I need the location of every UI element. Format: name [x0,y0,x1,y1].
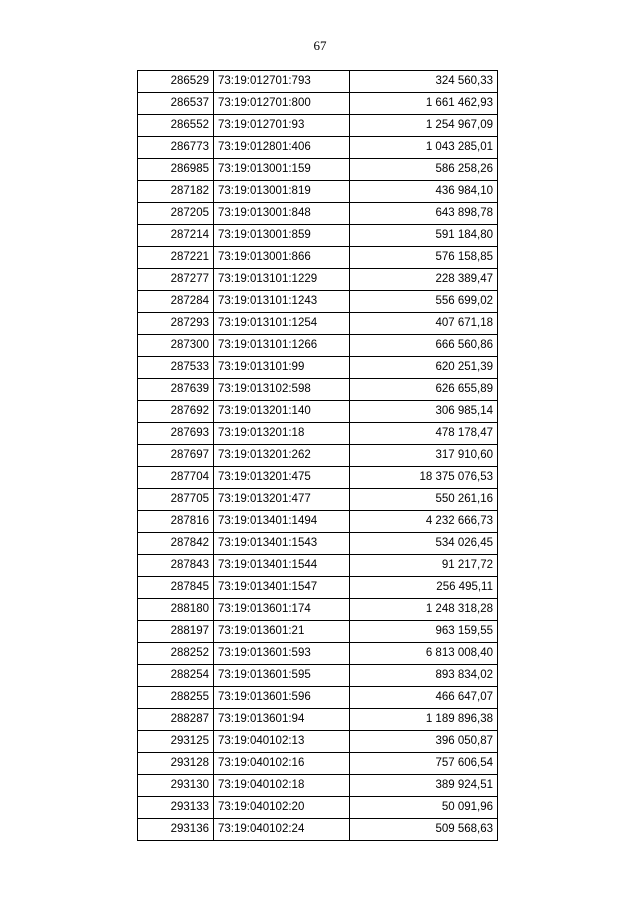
table-row [138,203,498,225]
record-id-cell: 287816 [138,511,214,533]
cadastral-number-cell: 73:19:013101:99 [214,357,350,379]
record-id-cell: 293125 [138,731,214,753]
record-id-cell: 287845 [138,577,214,599]
cadastral-number-cell: 73:19:013101:1229 [214,269,350,291]
cadastral-number-cell: 73:19:040102:20 [214,797,350,819]
table-row [138,643,498,665]
record-id-cell: 287843 [138,555,214,577]
table-row [138,159,498,181]
record-id-cell: 293133 [138,797,214,819]
table-row [138,599,498,621]
table-row [138,665,498,687]
table-row [138,269,498,291]
value-cell: 389 924,51 [350,775,498,797]
cadastral-number-cell: 73:19:013101:1243 [214,291,350,313]
value-cell: 1 248 318,28 [350,599,498,621]
table-row [138,731,498,753]
record-id-cell: 288180 [138,599,214,621]
cadastral-number-cell: 73:19:012701:93 [214,115,350,137]
cadastral-number-cell: 73:19:013401:1547 [214,577,350,599]
record-id-cell: 287692 [138,401,214,423]
cadastral-number-cell: 73:19:013201:140 [214,401,350,423]
table-row [138,379,498,401]
value-cell: 556 699,02 [350,291,498,313]
cadastral-number-cell: 73:19:012701:793 [214,71,350,93]
value-cell: 256 495,11 [350,577,498,599]
value-cell: 626 655,89 [350,379,498,401]
cadastral-number-cell: 73:19:013201:477 [214,489,350,511]
table-row [138,423,498,445]
table-row [138,401,498,423]
cadastral-number-cell: 73:19:040102:24 [214,819,350,841]
record-id-cell: 287214 [138,225,214,247]
record-id-cell: 287533 [138,357,214,379]
table-row [138,489,498,511]
table-row [138,819,498,841]
cadastral-number-cell: 73:19:013101:1266 [214,335,350,357]
table-body [138,71,498,841]
value-cell: 91 217,72 [350,555,498,577]
cadastral-number-cell: 73:19:013401:1543 [214,533,350,555]
record-id-cell: 287842 [138,533,214,555]
record-id-cell: 287205 [138,203,214,225]
record-id-cell: 288197 [138,621,214,643]
record-id-cell: 287639 [138,379,214,401]
value-cell: 509 568,63 [350,819,498,841]
table-row [138,577,498,599]
value-cell: 228 389,47 [350,269,498,291]
record-id-cell: 287293 [138,313,214,335]
cadastral-number-cell: 73:19:013102:598 [214,379,350,401]
table-row [138,709,498,731]
cadastral-number-cell: 73:19:013401:1544 [214,555,350,577]
value-cell: 1 043 285,01 [350,137,498,159]
record-id-cell: 286537 [138,93,214,115]
record-id-cell: 287697 [138,445,214,467]
value-cell: 643 898,78 [350,203,498,225]
value-cell: 324 560,33 [350,71,498,93]
cadastral-number-cell: 73:19:013201:18 [214,423,350,445]
value-cell: 586 258,26 [350,159,498,181]
value-cell: 963 159,55 [350,621,498,643]
table-row [138,93,498,115]
value-cell: 1 661 462,93 [350,93,498,115]
value-cell: 1 254 967,09 [350,115,498,137]
record-id-cell: 286529 [138,71,214,93]
data-table [137,70,498,841]
cadastral-number-cell: 73:19:013401:1494 [214,511,350,533]
table-row [138,137,498,159]
table-row [138,291,498,313]
cadastral-number-cell: 73:19:040102:13 [214,731,350,753]
table-row [138,445,498,467]
cadastral-number-cell: 73:19:013601:21 [214,621,350,643]
value-cell: 534 026,45 [350,533,498,555]
record-id-cell: 287300 [138,335,214,357]
record-id-cell: 293130 [138,775,214,797]
table-row [138,115,498,137]
table-row [138,687,498,709]
table-row [138,247,498,269]
cadastral-number-cell: 73:19:013101:1254 [214,313,350,335]
cadastral-number-cell: 73:19:013001:159 [214,159,350,181]
value-cell: 893 834,02 [350,665,498,687]
cadastral-number-cell: 73:19:013201:475 [214,467,350,489]
value-cell: 478 178,47 [350,423,498,445]
value-cell: 757 606,54 [350,753,498,775]
record-id-cell: 288287 [138,709,214,731]
cadastral-number-cell: 73:19:012801:406 [214,137,350,159]
table-row [138,775,498,797]
record-id-cell: 287221 [138,247,214,269]
table-row [138,335,498,357]
cadastral-number-cell: 73:19:013001:859 [214,225,350,247]
value-cell: 18 375 076,53 [350,467,498,489]
value-cell: 576 158,85 [350,247,498,269]
value-cell: 306 985,14 [350,401,498,423]
record-id-cell: 287284 [138,291,214,313]
record-id-cell: 286552 [138,115,214,137]
cadastral-number-cell: 73:19:013601:94 [214,709,350,731]
record-id-cell: 288252 [138,643,214,665]
value-cell: 436 984,10 [350,181,498,203]
record-id-cell: 288254 [138,665,214,687]
value-cell: 620 251,39 [350,357,498,379]
table-row [138,555,498,577]
cadastral-number-cell: 73:19:013601:593 [214,643,350,665]
table-row [138,181,498,203]
cadastral-number-cell: 73:19:040102:16 [214,753,350,775]
value-cell: 317 910,60 [350,445,498,467]
table-row [138,621,498,643]
cadastral-number-cell: 73:19:013601:596 [214,687,350,709]
table-row [138,533,498,555]
table-row [138,753,498,775]
record-id-cell: 286773 [138,137,214,159]
cadastral-number-cell: 73:19:013601:595 [214,665,350,687]
value-cell: 4 232 666,73 [350,511,498,533]
record-id-cell: 287704 [138,467,214,489]
table-row [138,467,498,489]
table-row [138,357,498,379]
table-row [138,313,498,335]
record-id-cell: 287277 [138,269,214,291]
value-cell: 1 189 896,38 [350,709,498,731]
value-cell: 466 647,07 [350,687,498,709]
value-cell: 396 050,87 [350,731,498,753]
value-cell: 407 671,18 [350,313,498,335]
cadastral-number-cell: 73:19:040102:18 [214,775,350,797]
record-id-cell: 288255 [138,687,214,709]
value-cell: 6 813 008,40 [350,643,498,665]
cadastral-number-cell: 73:19:013601:174 [214,599,350,621]
table-row [138,71,498,93]
record-id-cell: 286985 [138,159,214,181]
value-cell: 666 560,86 [350,335,498,357]
cadastral-number-cell: 73:19:013001:819 [214,181,350,203]
table-row [138,797,498,819]
record-id-cell: 287182 [138,181,214,203]
table-row [138,225,498,247]
record-id-cell: 293136 [138,819,214,841]
record-id-cell: 293128 [138,753,214,775]
cadastral-number-cell: 73:19:013201:262 [214,445,350,467]
value-cell: 591 184,80 [350,225,498,247]
record-id-cell: 287705 [138,489,214,511]
value-cell: 550 261,16 [350,489,498,511]
cadastral-number-cell: 73:19:013001:866 [214,247,350,269]
value-cell: 50 091,96 [350,797,498,819]
cadastral-number-cell: 73:19:013001:848 [214,203,350,225]
table-row [138,511,498,533]
cadastral-number-cell: 73:19:012701:800 [214,93,350,115]
page-number: 67 [313,38,327,53]
record-id-cell: 287693 [138,423,214,445]
